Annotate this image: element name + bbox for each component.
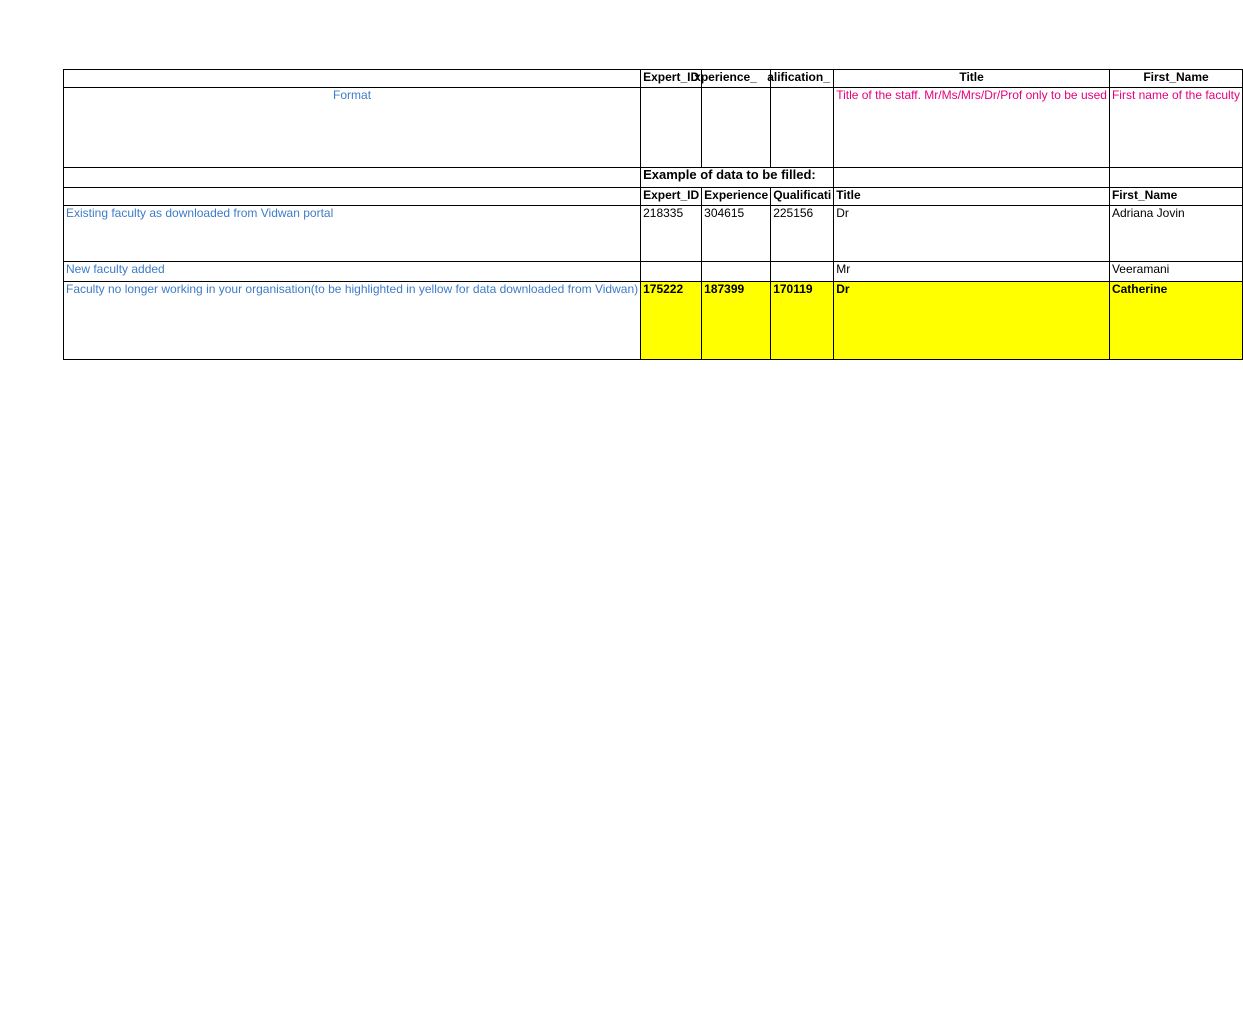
header-qualification[interactable]: alification_ — [771, 70, 834, 88]
sub-header-qualification[interactable]: Qualificati — [771, 188, 834, 206]
header-title[interactable]: Title — [834, 70, 1110, 88]
example-label-row — [64, 168, 1243, 188]
sub-header-experience[interactable]: Experience — [702, 188, 771, 206]
cell-experience[interactable]: 187399 — [702, 282, 771, 360]
cell-expert-id[interactable]: 218335 — [641, 206, 702, 262]
cell-experience[interactable] — [702, 262, 771, 282]
cell-title[interactable]: Dr — [834, 282, 1110, 360]
format-qualification-cell[interactable] — [771, 88, 834, 168]
cell-experience[interactable]: 304615 — [702, 206, 771, 262]
cell-title[interactable]: Mr — [834, 262, 1110, 282]
table-row — [64, 206, 1243, 262]
cell-expert-id[interactable]: 175222 — [641, 282, 702, 360]
cell-qualification[interactable]: 225156 — [771, 206, 834, 262]
sub-header-first-name[interactable]: First_Name — [1109, 188, 1242, 206]
cell-first-name[interactable]: Catherine — [1109, 282, 1242, 360]
header-cell-blank[interactable] — [64, 70, 641, 88]
example-label[interactable]: Example of data to be filled: — [641, 168, 834, 188]
cell-first-name[interactable]: Adriana Jovin — [1109, 206, 1242, 262]
cell-title[interactable]: Dr — [834, 206, 1110, 262]
header-experience[interactable]: xperience_ — [702, 70, 771, 88]
row-label[interactable]: Faculty no longer working in your organisation(to be highlighted in yellow for data downloaded from Vidwan) — [64, 282, 641, 360]
row-label[interactable]: New faculty added — [64, 262, 641, 282]
cell-qualification[interactable] — [771, 262, 834, 282]
cell-qualification[interactable]: 170119 — [771, 282, 834, 360]
example-blank-cell[interactable] — [64, 168, 641, 188]
cell-expert-id[interactable] — [641, 262, 702, 282]
header-first-name[interactable]: First_Name — [1109, 70, 1242, 88]
example-end-cell[interactable] — [1109, 168, 1242, 188]
sub-header-title[interactable]: Title — [834, 188, 1110, 206]
table-row — [64, 262, 1243, 282]
format-label[interactable]: Format — [64, 88, 641, 168]
sub-header-blank[interactable] — [64, 188, 641, 206]
format-title-hint[interactable]: Title of the staff. Mr/Ms/Mrs/Dr/Prof only to be used — [834, 88, 1110, 168]
example-fill-cell[interactable] — [834, 168, 1110, 188]
header-expert-id[interactable]: Expert_ID — [641, 70, 702, 88]
sub-header-row — [64, 188, 1243, 206]
table-row — [64, 282, 1243, 360]
format-first-name-hint[interactable]: First name of the faculty — [1109, 88, 1242, 168]
header-row — [64, 70, 1243, 88]
format-row — [64, 88, 1243, 168]
format-experience-cell[interactable] — [702, 88, 771, 168]
sub-header-expert-id[interactable]: Expert_ID — [641, 188, 702, 206]
row-label[interactable]: Existing faculty as downloaded from Vidwan portal — [64, 206, 641, 262]
format-expert-id-cell[interactable] — [641, 88, 702, 168]
faculty-template-table — [63, 69, 1243, 360]
cell-first-name[interactable]: Veeramani — [1109, 262, 1242, 282]
